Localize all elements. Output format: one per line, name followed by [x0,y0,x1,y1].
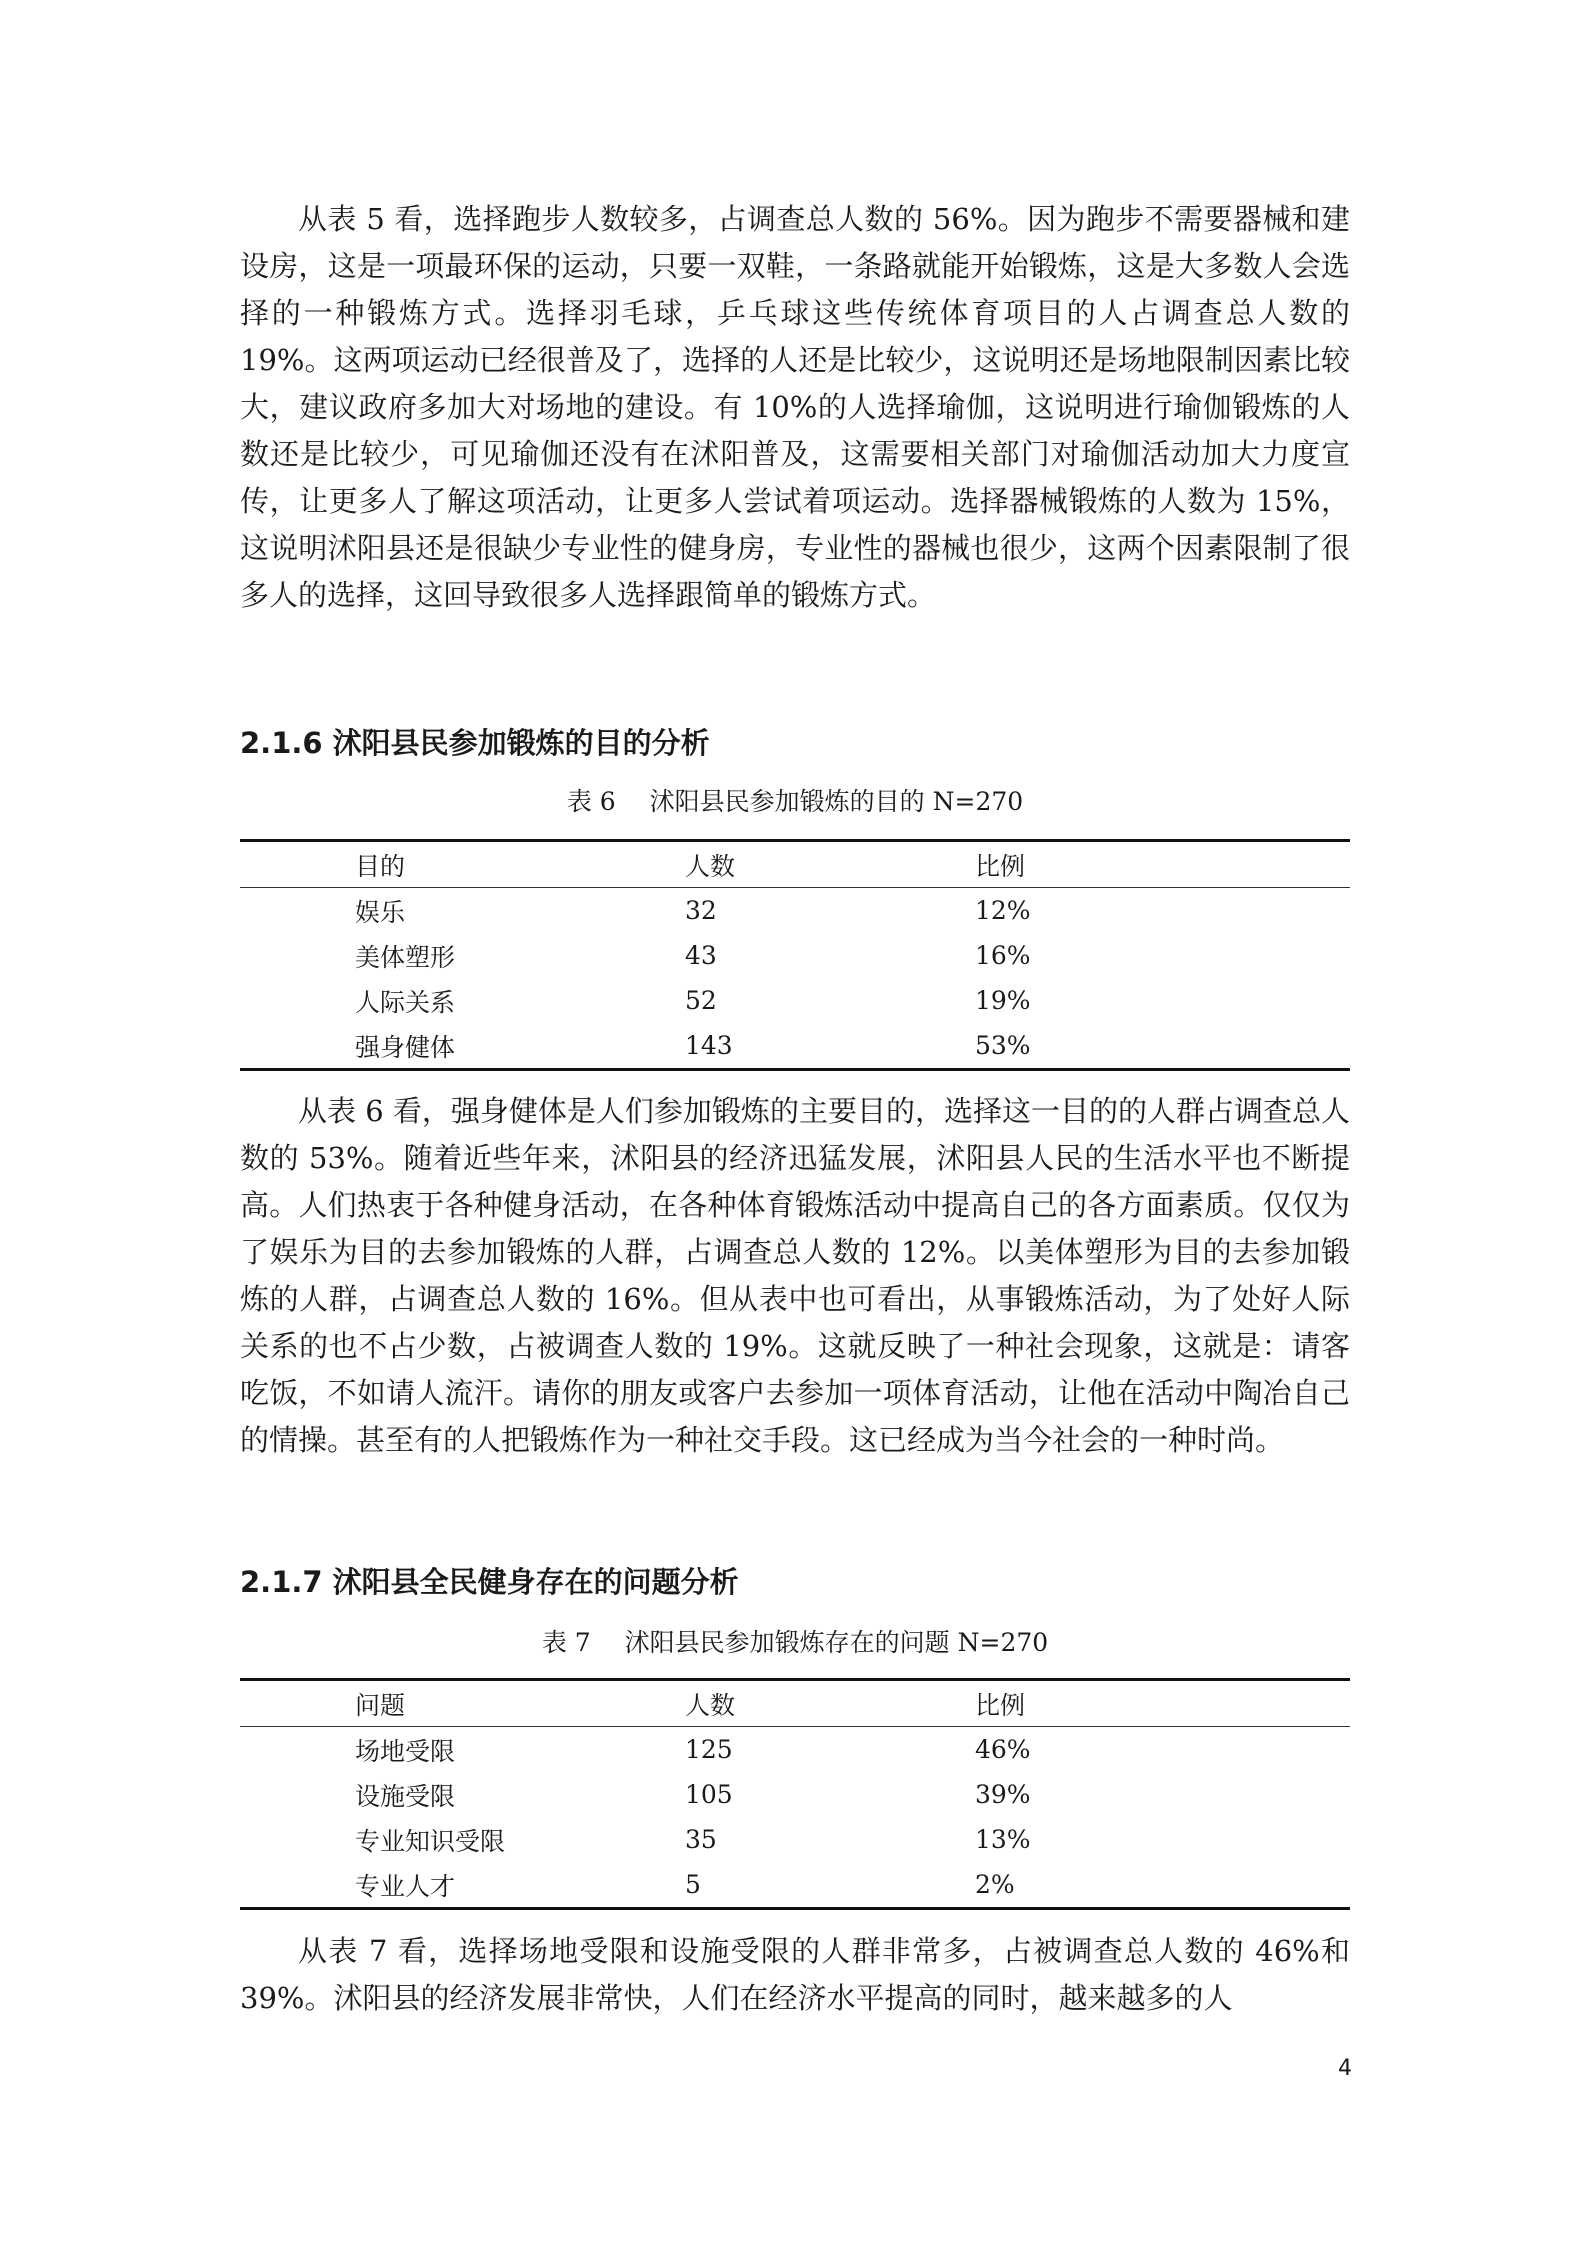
table-row [240,1727,1350,1773]
table6-caption-label: 表 6 [566,787,616,816]
table-cell: 32 [685,896,717,925]
table-cell: 105 [685,1780,733,1809]
table-header-row [240,1680,1350,1727]
table-cell: 52 [685,986,717,1015]
table-cell: 35 [685,1825,717,1854]
table-cell: 专业人才 [355,1871,456,1901]
table-header-cell: 问题 [355,1690,406,1720]
paragraph-table5-analysis: 从表 5 看，选择跑步人数较多，占调查总人数的 56%。因为跑步不需要器械和建设房，这是一项最环保的运动，只要一双鞋，一条路就能开始锻炼，这是大多数人会选择的一种锻炼方式。选择羽毛球，乒乓球这些传统体育项目的人占调查总人数的 19%。这两项运动已经很普及了，选择的人还是比较少，这说明还是场地限制因素比较大，建议政府多加大对场地的建设。有 10%的人选择瑜伽，这说明进行瑜伽锻炼的人数还是比较少，可见瑜伽还没有在沭阳普及，这需要相关部门对瑜伽活动加大力度宣传，让更多人了解这项活动，让更多人尝试着项运动。选择器械锻炼的人数为 15%，这说明沭阳县还是很缺少专业性的健身房，专业性的器械也很少，这两个因素限制了很多人的选择，这回导致很多人选择跟简单的锻炼方式。 [240,202,1350,612]
table6 [240,839,1350,1071]
table6-caption-text: 沭阳县民参加锻炼的目的 N=270 [649,787,1024,816]
page-number: 4 [1338,2056,1352,2081]
paragraph-table6-analysis: 从表 6 看，强身健体是人们参加锻炼的主要目的，选择这一目的的人群占调查总人数的 53%。随着近些年来，沭阳县的经济迅猛发展，沭阳县人民的生活水平也不断提高。人们热衷于各种健身活动，在各种体育锻炼活动中提高自己的各方面素质。仅仅为了娱乐为目的去参加锻炼的人群，占调查总人数的 12%。以美体塑形为目的去参加锻炼的人群，占调查总人数的 16%。但从表中也可看出，从事锻炼活动，为了处好人际关系的也不占少数，占被调查人数的 19%。这就反映了一种社会现象，这就是：请客吃饭，不如请人流汗。请你的朋友或客户去参加一项体育活动，让他在活动中陶冶自己的情操。甚至有的人把锻炼作为一种社交手段。这已经成为当今社会的一种时尚。 [240,1094,1350,1457]
table-cell: 专业知识受限 [355,1826,506,1856]
table-cell: 人际关系 [355,987,456,1017]
table6-caption [240,785,1350,819]
table7-caption [240,1626,1350,1660]
table-row [240,1862,1350,1909]
table-header-cell: 比例 [975,851,1026,881]
table-cell: 2% [975,1870,1015,1899]
table-header-cell: 目的 [355,851,406,881]
table-cell: 5 [685,1870,701,1899]
document-page [240,0,1350,2245]
table-row [240,1817,1350,1862]
table-cell: 125 [685,1735,733,1764]
table-cell: 39% [975,1780,1031,1809]
table-cell: 143 [685,1031,733,1060]
table-cell: 16% [975,941,1031,970]
table-cell: 强身健体 [355,1032,456,1062]
section-heading-2-1-6: 2.1.6 沭阳县民参加锻炼的目的分析 [240,726,710,760]
paragraph-table7-analysis: 从表 7 看，选择场地受限和设施受限的人群非常多，占被调查总人数的 46%和 39%。沭阳县的经济发展非常快，人们在经济水平提高的同时，越来越多的人 [240,1934,1350,2015]
table-cell: 娱乐 [355,897,406,927]
table-cell: 12% [975,896,1031,925]
table7-caption-label: 表 7 [541,1628,591,1657]
table-header-row [240,841,1350,888]
table7-caption-text: 沭阳县民参加锻炼存在的问题 N=270 [624,1628,1049,1657]
section-heading-2-1-7: 2.1.7 沭阳县全民健身存在的问题分析 [240,1565,739,1599]
table-row [240,1772,1350,1817]
table-row [240,978,1350,1023]
table7 [240,1678,1350,1910]
table-row [240,1023,1350,1070]
table-cell: 美体塑形 [355,942,456,972]
table-cell: 53% [975,1031,1031,1060]
table-cell: 19% [975,986,1031,1015]
table-row [240,888,1350,934]
table-cell: 设施受限 [355,1781,456,1811]
table-header-cell: 比例 [975,1690,1026,1720]
table-cell: 场地受限 [355,1736,456,1766]
table-header-cell: 人数 [685,851,736,881]
table-row [240,933,1350,978]
table-cell: 13% [975,1825,1031,1854]
table-cell: 46% [975,1735,1031,1764]
table-cell: 43 [685,941,717,970]
table-header-cell: 人数 [685,1690,736,1720]
